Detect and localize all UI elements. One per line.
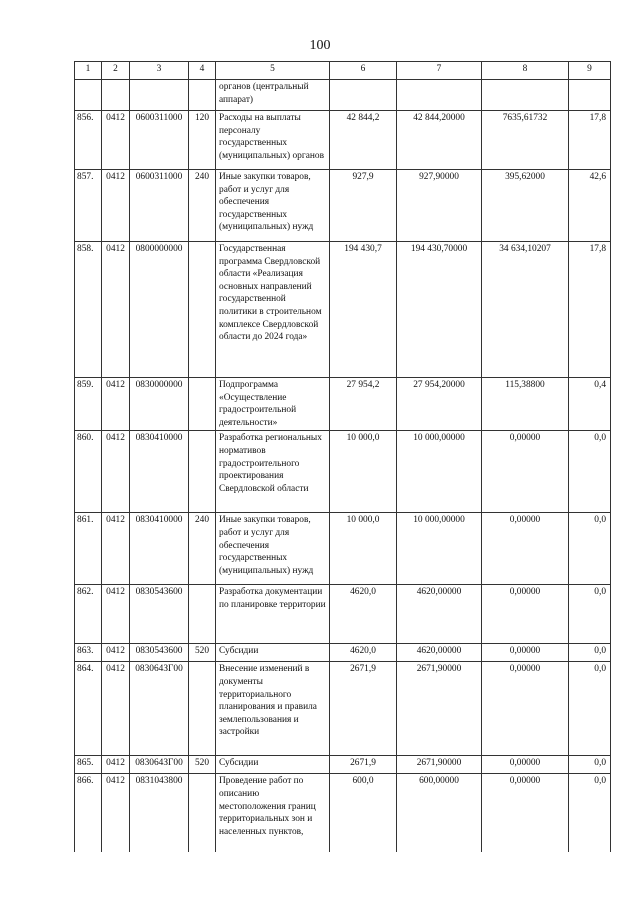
table-body <box>75 62 611 852</box>
header-cell: 5 <box>216 62 330 80</box>
section-code: 0412 <box>102 431 130 513</box>
approved-value: 27 954,20000 <box>397 378 482 431</box>
item-name: Субсидии <box>216 644 330 662</box>
expense-type: 240 <box>189 170 216 242</box>
plan-value: 4620,0 <box>330 644 397 662</box>
expense-type: 240 <box>189 513 216 585</box>
header-cell: 9 <box>569 62 611 80</box>
table-row <box>75 585 611 644</box>
expense-type <box>189 242 216 378</box>
section-code: 0412 <box>102 774 130 852</box>
section-code: 0412 <box>102 585 130 644</box>
header-row <box>75 62 611 80</box>
plan-value: 194 430,7 <box>330 242 397 378</box>
row-number: 860. <box>75 431 102 513</box>
target-code: 0600311000 <box>130 111 189 170</box>
table-row <box>75 644 611 662</box>
table-row <box>75 513 611 585</box>
approved-value: 194 430,70000 <box>397 242 482 378</box>
actual-value: 0,00000 <box>482 662 569 756</box>
actual-value: 115,38800 <box>482 378 569 431</box>
table-row <box>75 170 611 242</box>
approved-value: 4620,00000 <box>397 585 482 644</box>
row-number: 862. <box>75 585 102 644</box>
actual-value: 0,00000 <box>482 431 569 513</box>
expense-type <box>189 80 216 111</box>
table-row <box>75 111 611 170</box>
header-cell: 4 <box>189 62 216 80</box>
row-number: 857. <box>75 170 102 242</box>
item-name: Разработка региональных нормативов градостроительного проектирования Свердловской области <box>216 431 330 513</box>
target-code: 0831043800 <box>130 774 189 852</box>
row-number: 865. <box>75 756 102 774</box>
expense-type <box>189 585 216 644</box>
row-number: 864. <box>75 662 102 756</box>
budget-table <box>74 61 611 852</box>
plan-value: 27 954,2 <box>330 378 397 431</box>
expense-type: 120 <box>189 111 216 170</box>
plan-value <box>330 80 397 111</box>
section-code: 0412 <box>102 513 130 585</box>
item-name: органов (центральный аппарат) <box>216 80 330 111</box>
plan-value: 10 000,0 <box>330 431 397 513</box>
plan-value: 600,0 <box>330 774 397 852</box>
row-number: 861. <box>75 513 102 585</box>
table-row <box>75 431 611 513</box>
table-row <box>75 378 611 431</box>
plan-value: 10 000,0 <box>330 513 397 585</box>
section-code: 0412 <box>102 242 130 378</box>
actual-value: 34 634,10207 <box>482 242 569 378</box>
approved-value: 2671,90000 <box>397 662 482 756</box>
expense-type <box>189 431 216 513</box>
actual-value: 0,00000 <box>482 585 569 644</box>
percent-value <box>569 80 611 111</box>
table-row <box>75 662 611 756</box>
actual-value: 0,00000 <box>482 644 569 662</box>
percent-value: 17,8 <box>569 111 611 170</box>
table-row <box>75 242 611 378</box>
approved-value: 2671,90000 <box>397 756 482 774</box>
row-number: 856. <box>75 111 102 170</box>
percent-value: 42,6 <box>569 170 611 242</box>
table-row <box>75 80 611 111</box>
item-name: Иные закупки товаров, работ и услуг для обеспечения государственных (муниципальных) нужд <box>216 513 330 585</box>
approved-value: 600,00000 <box>397 774 482 852</box>
section-code: 0412 <box>102 111 130 170</box>
expense-type: 520 <box>189 756 216 774</box>
target-code: 0800000000 <box>130 242 189 378</box>
approved-value: 4620,00000 <box>397 644 482 662</box>
header-cell: 7 <box>397 62 482 80</box>
row-number: 858. <box>75 242 102 378</box>
target-code: 0830543600 <box>130 585 189 644</box>
target-code <box>130 80 189 111</box>
item-name: Проведение работ по описанию местоположения границ территориальных зон и населенных пунктов, <box>216 774 330 852</box>
item-name: Разработка документации по планировке территории <box>216 585 330 644</box>
approved-value: 10 000,00000 <box>397 513 482 585</box>
plan-value: 2671,9 <box>330 756 397 774</box>
expense-type <box>189 774 216 852</box>
row-number: 863. <box>75 644 102 662</box>
table-row <box>75 774 611 852</box>
target-code: 0830410000 <box>130 513 189 585</box>
item-name: Расходы на выплаты персоналу государственных (муниципальных) органов <box>216 111 330 170</box>
approved-value: 927,90000 <box>397 170 482 242</box>
header-cell: 8 <box>482 62 569 80</box>
percent-value: 17,8 <box>569 242 611 378</box>
row-number <box>75 80 102 111</box>
header-cell: 1 <box>75 62 102 80</box>
percent-value: 0,0 <box>569 585 611 644</box>
approved-value <box>397 80 482 111</box>
page-number: 100 <box>309 38 331 53</box>
item-name: Подпрограмма «Осуществление градостроительной деятельности» <box>216 378 330 431</box>
item-name: Субсидии <box>216 756 330 774</box>
row-number: 859. <box>75 378 102 431</box>
section-code <box>102 80 130 111</box>
percent-value: 0,4 <box>569 378 611 431</box>
item-name: Иные закупки товаров, работ и услуг для обеспечения государственных (муниципальных) нужд <box>216 170 330 242</box>
header-cell: 6 <box>330 62 397 80</box>
table-row <box>75 756 611 774</box>
target-code: 0600311000 <box>130 170 189 242</box>
actual-value: 395,62000 <box>482 170 569 242</box>
section-code: 0412 <box>102 378 130 431</box>
section-code: 0412 <box>102 662 130 756</box>
target-code: 0830000000 <box>130 378 189 431</box>
actual-value <box>482 80 569 111</box>
target-code: 083064ЗГ00 <box>130 756 189 774</box>
expense-type <box>189 662 216 756</box>
percent-value: 0,0 <box>569 513 611 585</box>
plan-value: 927,9 <box>330 170 397 242</box>
target-code: 083064ЗГ00 <box>130 662 189 756</box>
actual-value: 0,00000 <box>482 774 569 852</box>
percent-value: 0,0 <box>569 644 611 662</box>
section-code: 0412 <box>102 756 130 774</box>
actual-value: 7635,61732 <box>482 111 569 170</box>
item-name: Государственная программа Свердловской области «Реализация основных направлений государственной политики в строительном комплексе Свердловской области до 2024 года» <box>216 242 330 378</box>
target-code: 0830543600 <box>130 644 189 662</box>
percent-value: 0,0 <box>569 431 611 513</box>
header-cell: 2 <box>102 62 130 80</box>
header-cell: 3 <box>130 62 189 80</box>
actual-value: 0,00000 <box>482 756 569 774</box>
item-name: Внесение изменений в документы территориального планирования и правила землепользования и застройки <box>216 662 330 756</box>
target-code: 0830410000 <box>130 431 189 513</box>
row-number: 866. <box>75 774 102 852</box>
approved-value: 10 000,00000 <box>397 431 482 513</box>
actual-value: 0,00000 <box>482 513 569 585</box>
approved-value: 42 844,20000 <box>397 111 482 170</box>
expense-type: 520 <box>189 644 216 662</box>
plan-value: 2671,9 <box>330 662 397 756</box>
section-code: 0412 <box>102 170 130 242</box>
plan-value: 4620,0 <box>330 585 397 644</box>
plan-value: 42 844,2 <box>330 111 397 170</box>
section-code: 0412 <box>102 644 130 662</box>
expense-type <box>189 378 216 431</box>
percent-value: 0,0 <box>569 774 611 852</box>
percent-value: 0,0 <box>569 756 611 774</box>
percent-value: 0,0 <box>569 662 611 756</box>
